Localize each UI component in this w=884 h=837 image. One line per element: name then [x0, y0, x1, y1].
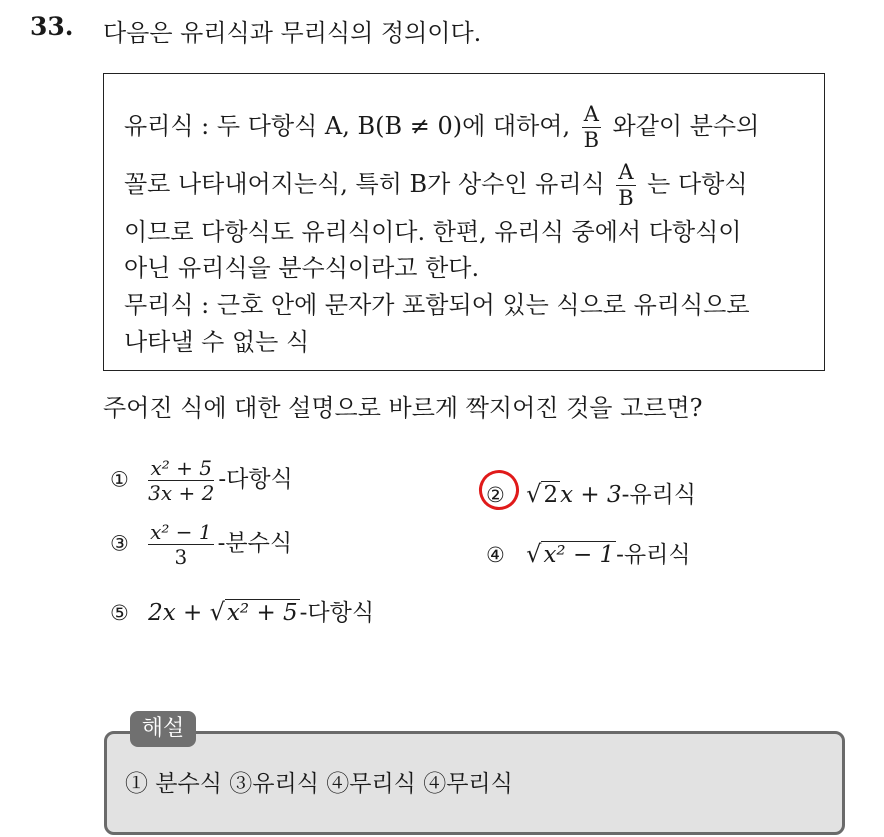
choice-number: ③ [110, 531, 129, 556]
choice-number: ⑤ [110, 601, 129, 625]
choice-label: -유리식 [616, 542, 691, 568]
choice-1-fraction [148, 458, 214, 503]
choice-5[interactable] [110, 594, 374, 627]
fraction-numerator: A [618, 160, 634, 184]
fraction-numerator: x² − 1 [150, 520, 212, 544]
definition-line-5: 무리식 : 근호 안에 문자가 포함되어 있는 식으로 유리식으로 [124, 291, 750, 319]
choice-4-expression: √x² − 1 [526, 540, 615, 568]
choice-number: ② [486, 483, 505, 507]
question-number: 33. [30, 12, 74, 41]
solution-text: ① 분수식 ③유리식 ④무리식 ④무리식 [125, 771, 513, 797]
fraction-denominator: 3x + 2 [148, 481, 215, 505]
expression-tail: x + 3 [560, 482, 622, 508]
definition-line-4: 아닌 유리식을 분수식이라고 한다. [124, 254, 480, 282]
definition-line-3: 이므로 다항식도 유리식이다. 한편, 유리식 중에서 다항식이 [124, 218, 742, 246]
definition-text: 와같이 분수의 [604, 112, 760, 140]
radicand: x² − 1 [543, 542, 615, 568]
fraction-numerator: x² + 5 [148, 458, 214, 481]
radicand: x² + 5 [226, 600, 298, 626]
question-prompt: 다음은 유리식과 무리식의 정의이다. [103, 19, 482, 47]
choice-4[interactable] [486, 536, 691, 569]
fraction-denominator: B [583, 128, 600, 152]
choice-3[interactable] [110, 522, 292, 567]
choice-5-expression: 2x + √x² + 5 [148, 598, 298, 626]
fraction-denominator: B [618, 186, 634, 210]
fraction-denominator: 3 [174, 545, 188, 569]
choice-label: -다항식 [299, 600, 375, 626]
choice-label: -유리식 [621, 482, 697, 508]
solution-tag: 해설 [130, 711, 196, 747]
definition-text: 꼴로 나타내어지는식, 특히 B가 상수인 유리식 [124, 170, 613, 198]
definition-line-6: 나타낼 수 없는 식 [124, 328, 310, 356]
definition-text: 유리식 : 두 다항식 A, B(B ≠ 0)에 대하여, [124, 112, 578, 140]
radicand: 2 [543, 482, 559, 508]
choice-number: ④ [486, 543, 505, 567]
choice-label: -분수식 [217, 530, 293, 557]
choice-label: -다항식 [218, 466, 293, 493]
choice-3-fraction [148, 522, 214, 567]
fraction-a-over-b [582, 104, 601, 151]
choice-1[interactable] [110, 458, 293, 503]
fraction-numerator: A [583, 102, 599, 126]
choice-number: ① [110, 467, 129, 492]
expression-head: 2x + [148, 600, 210, 626]
choice-2-expression: √2x + 3 [526, 480, 622, 508]
question-instruction: 주어진 식에 대한 설명으로 바르게 짝지어진 것을 고르면? [103, 394, 703, 422]
definition-line-2 [124, 162, 748, 209]
definition-line-1 [124, 104, 759, 151]
definition-text: 는 다항식 [639, 170, 748, 198]
fraction-a-over-b [616, 162, 635, 209]
